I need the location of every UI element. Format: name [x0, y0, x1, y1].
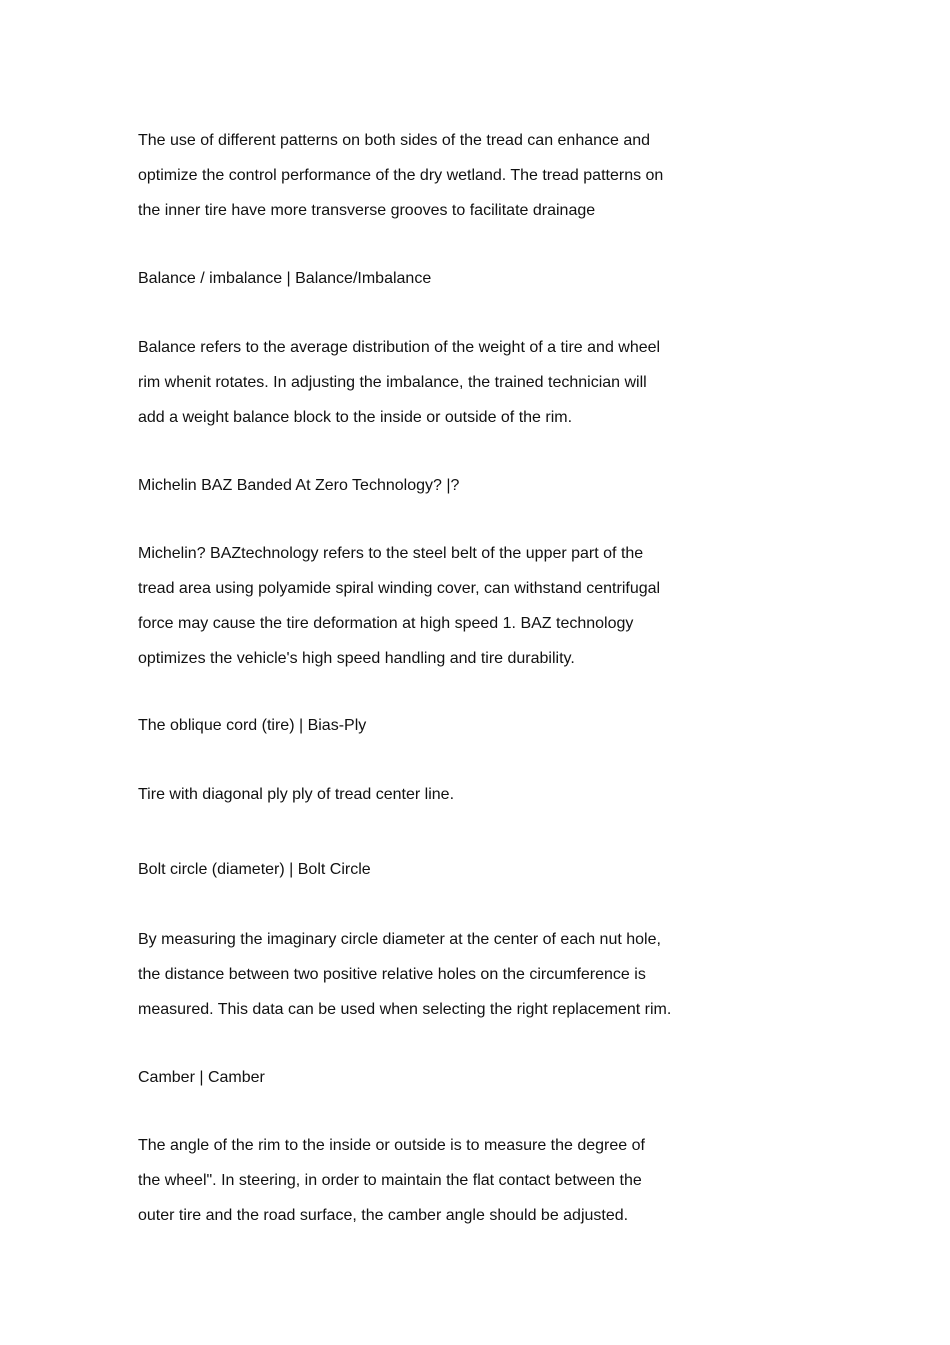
paragraph-line: By measuring the imaginary circle diameter at the center of each nut hole,	[138, 931, 661, 948]
paragraph-line: the inner tire have more transverse grooves to facilitate drainage	[138, 202, 596, 219]
paragraph-line: The use of different patterns on both sides of the tread can enhance and	[138, 132, 651, 149]
paragraph-line: optimize the control performance of the dry wetland. The tread patterns on	[138, 167, 664, 184]
paragraph-line: Michelin? BAZtechnology refers to the steel belt of the upper part of the	[138, 545, 644, 562]
section-heading: Bolt circle (diameter) | Bolt Circle	[138, 861, 371, 878]
section-heading: Balance / imbalance | Balance/Imbalance	[138, 270, 432, 287]
paragraph-line: outer tire and the road surface, the camber angle should be adjusted.	[138, 1207, 629, 1224]
paragraph-line: the wheel". In steering, in order to maintain the flat contact between the	[138, 1172, 642, 1189]
section-heading: Camber | Camber	[138, 1069, 265, 1086]
paragraph-line: the distance between two positive relative holes on the circumference is	[138, 966, 646, 983]
paragraph-line: Tire with diagonal ply ply of tread center line.	[138, 786, 455, 803]
paragraph-line: add a weight balance block to the inside or outside of the rim.	[138, 409, 573, 426]
section-heading: The oblique cord (tire) | Bias-Ply	[138, 717, 367, 734]
section-heading: Michelin BAZ Banded At Zero Technology? |?	[138, 477, 460, 494]
paragraph-line: rim whenit rotates. In adjusting the imbalance, the trained technician will	[138, 374, 647, 391]
paragraph-line: optimizes the vehicle's high speed handling and tire durability.	[138, 650, 575, 667]
paragraph-line: tread area using polyamide spiral winding cover, can withstand centrifugal	[138, 580, 661, 597]
paragraph-line: Balance refers to the average distribution of the weight of a tire and wheel	[138, 339, 661, 356]
paragraph-line: force may cause the tire deformation at high speed 1. BAZ technology	[138, 615, 634, 632]
paragraph-line: The angle of the rim to the inside or outside is to measure the degree of	[138, 1137, 645, 1154]
paragraph-line: measured. This data can be used when selecting the right replacement rim.	[138, 1001, 672, 1018]
